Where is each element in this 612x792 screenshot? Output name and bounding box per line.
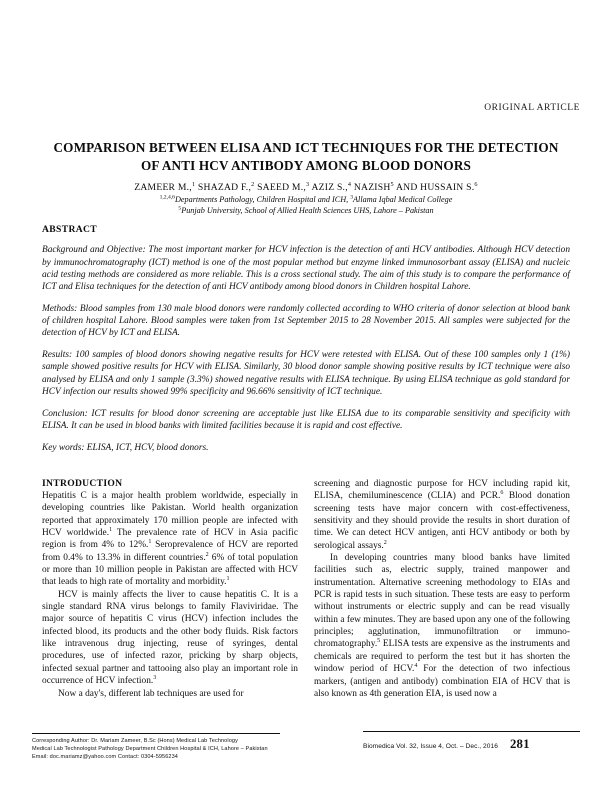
footer-divider-right [363,731,580,732]
intro-paragraph-5: In developing countries many blood banks have limited facilities such as, electric supply, trained manpower and instrumentation. Alternative screening methodology to EIAs and PCR is rapid tests in such situation. These tests are easy to perform without instruments or electric supply and can be read visually within a few minutes. They are based upon any one of the following principles; agglutination, immunofiltration or immuno-chromatography.$^5$ ELISA tests are expensive as the instruments and chemicals are required to perform the test but it has shorten the window period of HCV.$^4$ For the detection of two infectious markers, (antigen and antibody) combination EIA of HCV that is also known as 4th generation EIA, is used now a [314,553,570,699]
affiliation-line-1: $^{1,2,4,6}$Departments Pathology, Children Hospital and ICH, $^3$Allama Iqbal Medical College [159,194,453,204]
page-title [44,139,568,174]
introduction-heading: INTRODUCTION [42,478,123,489]
title-line-2: OF ANTI HCV ANTIBODY AMONG BLOOD DONORS [141,157,471,173]
abstract-heading: ABSTRACT [42,224,98,235]
abstract-results: Results: 100 samples of blood donors showing negative results for HCV were retested with ELISA. Out of these 100 samples only 1 (1%) sample showed positive results for HCV with ELISA. Similarly, 30 blood donor sample showing positive results by ICT technique were also analysed by ELISA and only 1 sample (3.3%) showed negative results with ELISA technique. By using ELISA technique as gold standard for HCV infection our results showed 99% specificity and 96.66% sensitivity of ICT technique. [42,350,570,397]
abstract-methods: Methods: Blood samples from 130 male blood donors were randomly collected according to WHO criteria of donor selection at blood bank of children hospital Lahore. Blood samples were taken from 1st September 2015 to 28 November 2015. All samples were subjected for the detection of HCV by ICT and ELISA. [42,303,570,339]
author-list: ZAMEER M.,$^1$ SHAZAD F.,$^2$ SAEED M.,$^3$ AZIZ S.,$^4$ NAZISH$^5$ AND HUSSAIN S.$^6$ [134,180,478,193]
footer-divider-left [32,733,280,734]
corresponding-author-block [32,737,322,761]
journal-footer [363,737,580,752]
body-column-right [314,478,570,700]
title-line-1: COMPARISON BETWEEN ELISA AND ICT TECHNIQUES FOR THE DETECTION [53,140,559,155]
abstract-section [42,224,570,459]
intro-paragraph-3: Now a day's, different lab techniques are used for [58,688,244,699]
intro-paragraph-4: screening and diagnostic purpose for HCV including rapid kit, ELISA, chemiluminescence (CLIA) and PCR.$^6$ Blood donation screening tests have major concern with cost-effectiveness, sensitivity and they should provide the results in short duration of time. We can detect HCV antigen, anti HCV antibody or both by serological assays.$^2$ [314,479,570,551]
corresponding-author-line-3: Email: doc.mariamz@yahoo.com Contact: 0304-5956234 [32,754,178,761]
corresponding-author-line-2: Medical Lab Technologist Pathology Department Children Hospital & ICH, Lahore – Pakistan [32,746,268,753]
intro-paragraph-2: HCV is mainly affects the liver to cause hepatitis C. It is a single standard RNA virus belongs to family Flaviviridae. The major source of hepatitis C virus (HCV) infection includes the infected blood, its products and the other body fluids. Risk factors like intravenous drug injecting, reuse of syringes, dental procedures, use of infected razor, pricking by sharp objects, infected sexual partner and tattooing also play an important role in occurrence of HCV infection.$^3$ [42,589,298,687]
intro-paragraph-1: Hepatitis C is a major health problem worldwide, especially in developing countries like Pakistan. World health organization reported that approximately 170 million people are infected with HCV worldwide.$^1$ The prevalence rate of HCV in Asia pacific region is from 4% to 12%.$^1$ Seroprevalence of HCV are reported from 0.4% to 13.3% in different countries.$^2$ 6% of total population or more than 10 million people in Pakistan are affected with HCV that leads to high rate of mortality and morbidity.$^1$ [42,491,298,588]
abstract-background: Background and Objective: The most important marker for HCV infection is the detection of anti HCV antibodies. Although HCV detection by immunochromatography (ICT) method is one of the most popular method but enzyme linked immunosorbant assay (ELISA) and nucleic acid testing methods are considered as more reliable. This is a cross sectional study. The aim of this study is to compare the performance of ICT and Elisa techniques for the detection of anti HCV antibody among blood donors in Children hospital Lahore. [42,245,570,293]
abstract-keywords: Key words: ELISA, ICT, HCV, blood donors. [42,442,209,453]
body-column-left [42,478,298,700]
corresponding-author-line-1: Corresponding Author: Dr. Mariam Zameer, B.Sc (Hons) Medical Lab Technology [32,738,238,744]
journal-citation: Biomedica Vol. 32, Issue 4, Oct. – Dec., 2016 [363,743,498,750]
article-type-label: ORIGINAL ARTICLE [484,103,580,113]
affiliation-line-2: $^5$Punjab University, School of Allied Health Sciences UHS, Lahore – Pakistan [178,205,434,215]
abstract-conclusion: Conclusion: ICT results for blood donor screening are acceptable just like ELISA due to its comparable sensitivity and specificity with ELISA. It can be used in blood banks with limited facilities because it is rapid and cost effective. [42,408,570,431]
page-number: 281 [509,737,530,751]
authors-block [44,182,568,216]
